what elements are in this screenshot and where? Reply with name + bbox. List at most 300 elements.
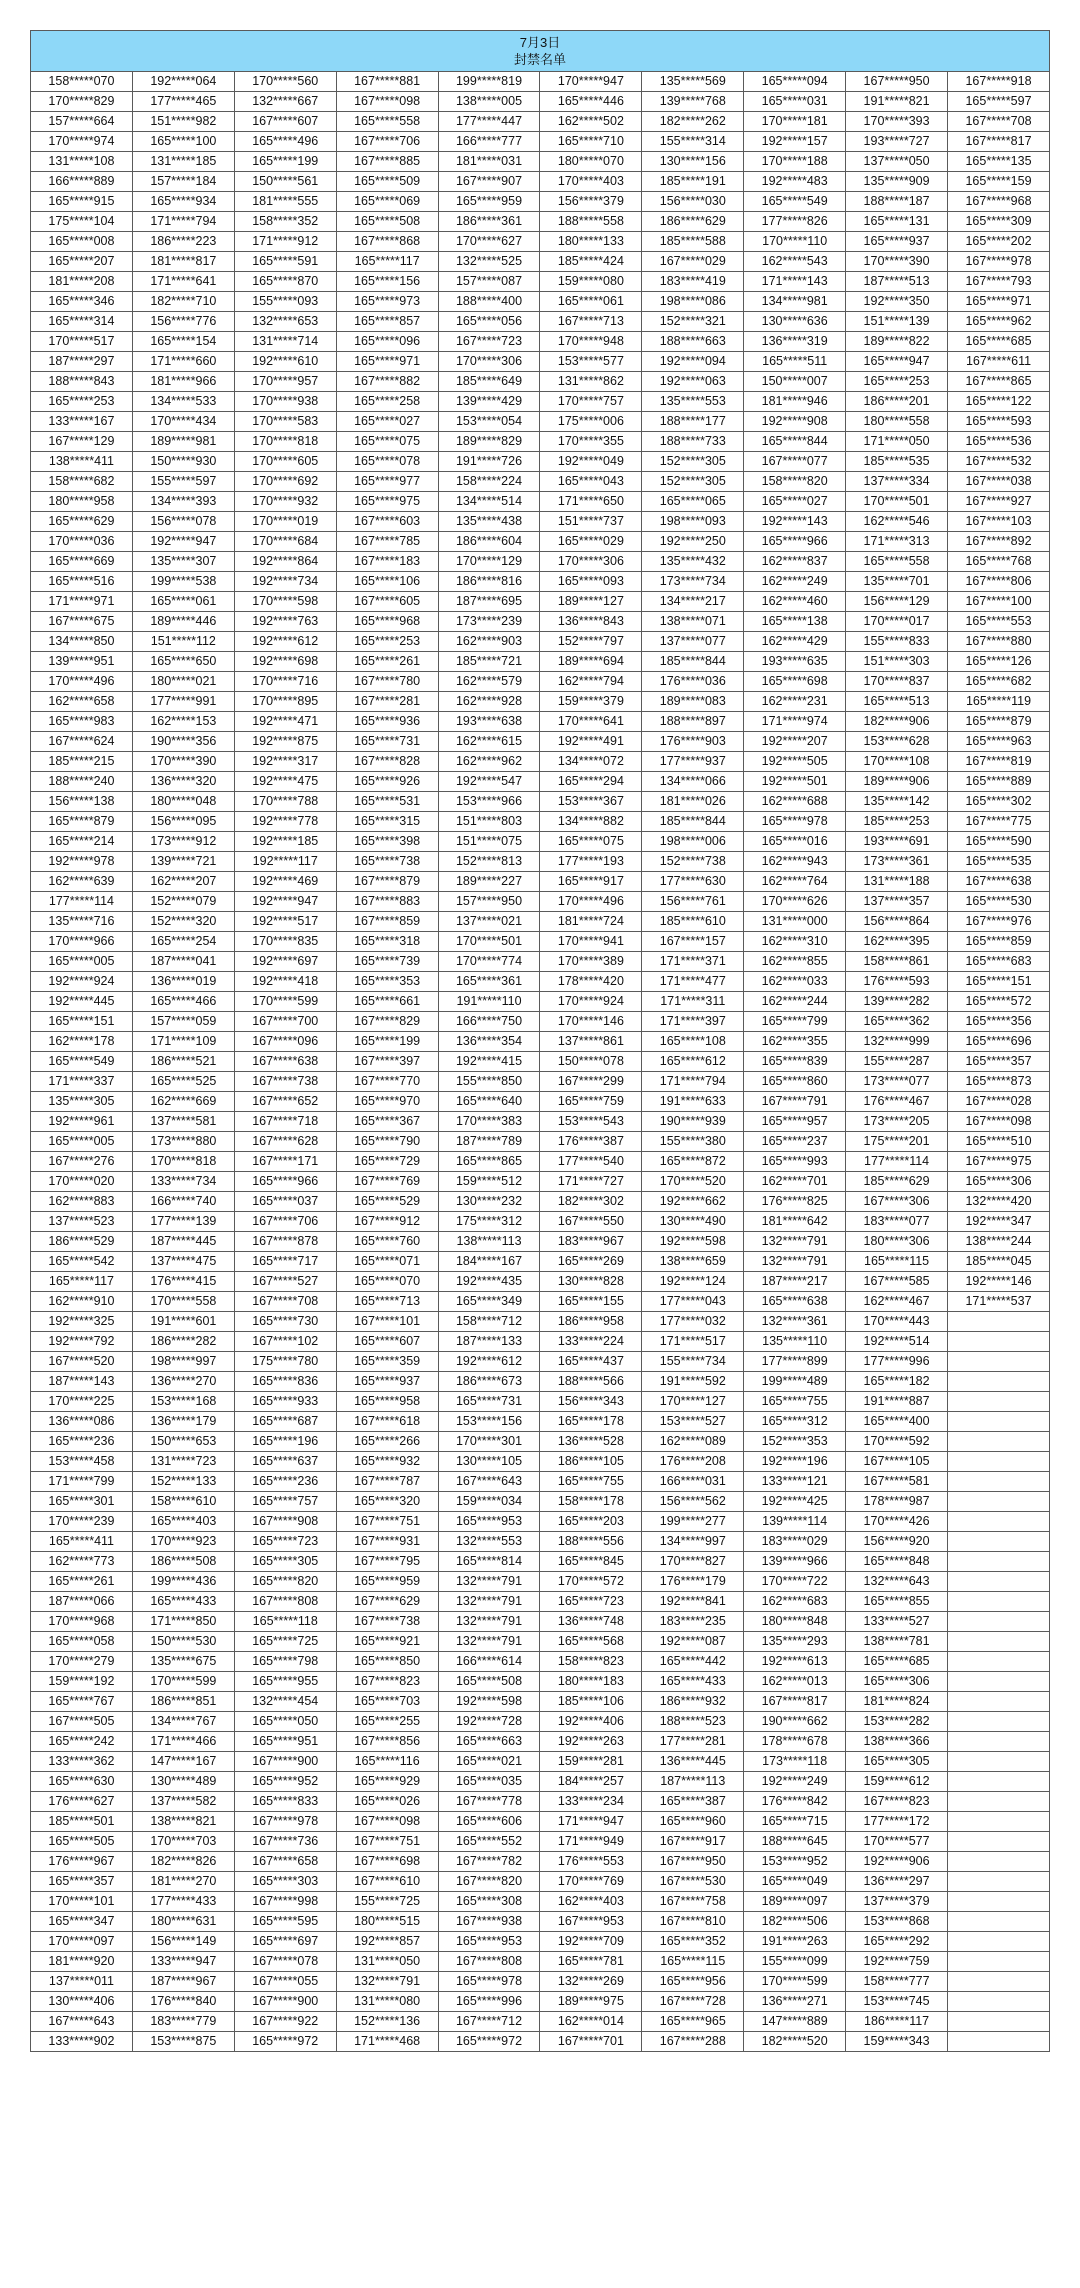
table-cell: 166*****031: [642, 1472, 744, 1492]
table-row: [31, 1252, 1050, 1272]
table-cell: 162*****249: [744, 572, 846, 592]
table-cell: 165*****932: [336, 1452, 438, 1472]
table-cell: 171*****397: [642, 1012, 744, 1032]
table-cell: 136*****270: [132, 1372, 234, 1392]
table-cell: 187*****967: [132, 1972, 234, 1992]
table-cell: 182*****826: [132, 1852, 234, 1872]
table-cell: 134*****393: [132, 492, 234, 512]
table-cell: 153*****868: [846, 1912, 948, 1932]
table-cell: 162*****089: [642, 1432, 744, 1452]
table-body: [31, 72, 1050, 2052]
table-cell: 187*****133: [438, 1332, 540, 1352]
table-row: [31, 872, 1050, 892]
table-cell: 136*****354: [438, 1032, 540, 1052]
table-cell: 165*****629: [31, 512, 133, 532]
table-cell: 167*****397: [336, 1052, 438, 1072]
table-cell: [948, 1552, 1050, 1572]
table-cell: 136*****271: [744, 1992, 846, 2012]
table-cell: 170*****434: [132, 412, 234, 432]
table-cell: 175*****006: [540, 412, 642, 432]
table-cell: 165*****400: [846, 1412, 948, 1432]
table-cell: 189*****975: [540, 1992, 642, 2012]
table-cell: 165*****755: [744, 1392, 846, 1412]
table-cell: 165*****703: [336, 1692, 438, 1712]
table-row: [31, 1212, 1050, 1232]
table-cell: 170*****818: [132, 1152, 234, 1172]
table-cell: 165*****729: [336, 1152, 438, 1172]
table-cell: 183*****419: [642, 272, 744, 292]
table-cell: [948, 1492, 1050, 1512]
table-cell: 165*****442: [642, 1652, 744, 1672]
table-cell: 152*****133: [132, 1472, 234, 1492]
table-cell: 176*****387: [540, 1132, 642, 1152]
table-cell: 136*****320: [132, 772, 234, 792]
table-cell: 132*****361: [744, 1312, 846, 1332]
table-cell: 176*****593: [846, 972, 948, 992]
table-row: [31, 552, 1050, 572]
table-cell: [948, 1732, 1050, 1752]
table-cell: 171*****466: [132, 1732, 234, 1752]
table-cell: 167*****675: [31, 612, 133, 632]
table-cell: 165*****536: [948, 432, 1050, 452]
table-cell: 167*****638: [948, 872, 1050, 892]
table-cell: 176*****967: [31, 1852, 133, 1872]
table-cell: 130*****105: [438, 1452, 540, 1472]
table-cell: 162*****153: [132, 712, 234, 732]
table-cell: 192*****857: [336, 1932, 438, 1952]
table-cell: 132*****420: [948, 1192, 1050, 1212]
table-cell: 165*****730: [234, 1312, 336, 1332]
table-cell: 137*****011: [31, 1972, 133, 1992]
table-cell: 152*****305: [642, 472, 744, 492]
table-cell: 167*****819: [948, 752, 1050, 772]
table-cell: 156*****343: [540, 1392, 642, 1412]
table-cell: 165*****859: [948, 932, 1050, 952]
table-cell: 167*****976: [948, 912, 1050, 932]
table-row: [31, 132, 1050, 152]
table-cell: 170*****101: [31, 1892, 133, 1912]
table-cell: 170*****188: [744, 152, 846, 172]
table-cell: 170*****301: [438, 1432, 540, 1452]
table-cell: 186*****201: [846, 392, 948, 412]
table-cell: 165*****151: [948, 972, 1050, 992]
table-cell: 188*****843: [31, 372, 133, 392]
table-row: [31, 1712, 1050, 1732]
table-cell: 180*****848: [744, 1612, 846, 1632]
table-cell: 131*****050: [336, 1952, 438, 1972]
table-cell: 188*****400: [438, 292, 540, 312]
table-row: [31, 1352, 1050, 1372]
table-cell: 176*****179: [642, 1572, 744, 1592]
table-cell: 165*****253: [846, 372, 948, 392]
table-cell: 139*****114: [744, 1512, 846, 1532]
table-cell: 133*****234: [540, 1792, 642, 1812]
table-cell: 165*****411: [31, 1532, 133, 1552]
table-cell: 137*****077: [642, 632, 744, 652]
table-cell: 167*****532: [948, 452, 1050, 472]
table-cell: 165*****236: [234, 1472, 336, 1492]
table-cell: 171*****109: [132, 1032, 234, 1052]
table-cell: 156*****562: [642, 1492, 744, 1512]
table-cell: 162*****701: [744, 1172, 846, 1192]
table-cell: 167*****701: [540, 2032, 642, 2052]
table-cell: 167*****698: [336, 1852, 438, 1872]
table-cell: 165*****593: [948, 412, 1050, 432]
table-cell: 170*****974: [31, 132, 133, 152]
table-cell: 170*****827: [642, 1552, 744, 1572]
table-cell: 165*****182: [846, 1372, 948, 1392]
table-cell: 198*****086: [642, 292, 744, 312]
table-cell: 162*****669: [132, 1092, 234, 1112]
table-cell: 165*****253: [336, 632, 438, 652]
table-cell: 167*****823: [846, 1792, 948, 1812]
table-cell: 165*****154: [132, 332, 234, 352]
table-cell: 167*****769: [336, 1172, 438, 1192]
table-cell: 185*****629: [846, 1172, 948, 1192]
table-cell: 165*****558: [336, 112, 438, 132]
table-cell: 167*****918: [948, 72, 1050, 92]
table-cell: 165*****294: [540, 772, 642, 792]
table-cell: 170*****692: [234, 472, 336, 492]
table-cell: 165*****510: [948, 1132, 1050, 1152]
table-cell: 170*****641: [540, 712, 642, 732]
table-row: [31, 492, 1050, 512]
table-cell: 165*****516: [31, 572, 133, 592]
table-cell: 165*****879: [31, 812, 133, 832]
table-cell: 165*****723: [234, 1532, 336, 1552]
table-cell: 167*****708: [234, 1292, 336, 1312]
table-cell: 193*****635: [744, 652, 846, 672]
table-cell: 162*****244: [744, 992, 846, 1012]
table-cell: 186*****604: [438, 532, 540, 552]
table-cell: 153*****966: [438, 792, 540, 812]
table-cell: 162*****855: [744, 952, 846, 972]
table-cell: 170*****829: [31, 92, 133, 112]
table-cell: 182*****506: [744, 1912, 846, 1932]
table-cell: 167*****643: [31, 2012, 133, 2032]
table-cell: [948, 1832, 1050, 1852]
table-cell: [948, 1512, 1050, 1532]
table-cell: 192*****978: [31, 852, 133, 872]
table-cell: 159*****192: [31, 1672, 133, 1692]
table-row: [31, 852, 1050, 872]
table-cell: 167*****610: [336, 1872, 438, 1892]
table-cell: 185*****106: [540, 1692, 642, 1712]
table-cell: 133*****224: [540, 1332, 642, 1352]
table-cell: 165*****253: [31, 392, 133, 412]
table-cell: 165*****850: [336, 1652, 438, 1672]
table-row: [31, 452, 1050, 472]
table-row: [31, 752, 1050, 772]
table-cell: 167*****975: [948, 1152, 1050, 1172]
table-cell: 187*****513: [846, 272, 948, 292]
table-cell: 155*****093: [234, 292, 336, 312]
table-cell: 162*****579: [438, 672, 540, 692]
table-cell: 165*****357: [31, 1872, 133, 1892]
table-row: [31, 1012, 1050, 1032]
table-cell: 162*****883: [31, 1192, 133, 1212]
table-cell: 165*****845: [540, 1552, 642, 1572]
table-cell: 132*****269: [540, 1972, 642, 1992]
table-cell: 193*****727: [846, 132, 948, 152]
table-cell: 192*****759: [846, 1952, 948, 1972]
table-cell: 192*****406: [540, 1712, 642, 1732]
table-row: [31, 1312, 1050, 1332]
table-cell: 139*****768: [642, 92, 744, 112]
table-cell: 165*****953: [438, 1932, 540, 1952]
table-cell: 156*****149: [132, 1932, 234, 1952]
table-cell: 167*****912: [336, 1212, 438, 1232]
table-cell: 192*****471: [234, 712, 336, 732]
table-cell: 190*****939: [642, 1112, 744, 1132]
table-cell: 167*****900: [234, 1992, 336, 2012]
table-cell: 134*****767: [132, 1712, 234, 1732]
table-cell: 186*****932: [642, 1692, 744, 1712]
table-cell: 165*****359: [336, 1352, 438, 1372]
table-cell: 167*****878: [234, 1232, 336, 1252]
table-cell: 170*****306: [540, 552, 642, 572]
table-cell: 138*****821: [132, 1812, 234, 1832]
table-cell: 165*****833: [234, 1792, 336, 1812]
table-cell: 136*****319: [744, 332, 846, 352]
table-cell: 165*****798: [234, 1652, 336, 1672]
table-cell: 181*****031: [438, 152, 540, 172]
table-cell: 167*****879: [336, 872, 438, 892]
table-cell: 167*****820: [438, 1872, 540, 1892]
table-cell: 167*****038: [948, 472, 1050, 492]
table-cell: 186*****816: [438, 572, 540, 592]
table-cell: 170*****496: [31, 672, 133, 692]
table-cell: 167*****785: [336, 532, 438, 552]
table-cell: 167*****299: [540, 1072, 642, 1092]
table-cell: 192*****547: [438, 772, 540, 792]
table-cell: 177*****540: [540, 1152, 642, 1172]
table-cell: 157*****087: [438, 272, 540, 292]
table-cell: 137*****021: [438, 912, 540, 932]
table-cell: 170*****572: [540, 1572, 642, 1592]
table-cell: 181*****724: [540, 912, 642, 932]
table-cell: 165*****682: [948, 672, 1050, 692]
table-cell: 153*****543: [540, 1112, 642, 1132]
table-row: [31, 992, 1050, 1012]
table-cell: 135*****569: [642, 72, 744, 92]
table-cell: 151*****139: [846, 312, 948, 332]
table-cell: 132*****999: [846, 1032, 948, 1052]
table-row: [31, 272, 1050, 292]
table-cell: 167*****782: [438, 1852, 540, 1872]
table-cell: 165*****266: [336, 1432, 438, 1452]
table-cell: 132*****791: [438, 1592, 540, 1612]
table-cell: 162*****429: [744, 632, 846, 652]
table-cell: 170*****577: [846, 1832, 948, 1852]
table-cell: 165*****029: [540, 532, 642, 552]
table-cell: 170*****389: [540, 952, 642, 972]
table-cell: 132*****643: [846, 1572, 948, 1592]
table-cell: 188*****240: [31, 772, 133, 792]
table-cell: 165*****070: [336, 1272, 438, 1292]
table-cell: 153*****875: [132, 2032, 234, 2052]
table-cell: 182*****906: [846, 712, 948, 732]
table-cell: 131*****080: [336, 1992, 438, 2012]
table-cell: 170*****835: [234, 932, 336, 952]
table-cell: 165*****016: [744, 832, 846, 852]
table-cell: 188*****523: [642, 1712, 744, 1732]
table-cell: 165*****978: [438, 1972, 540, 1992]
table-cell: 192*****778: [234, 812, 336, 832]
table-cell: 130*****489: [132, 1772, 234, 1792]
table-cell: 191*****887: [846, 1392, 948, 1412]
table-cell: 165*****119: [948, 692, 1050, 712]
table-cell: 165*****951: [234, 1732, 336, 1752]
table-cell: 188*****558: [540, 212, 642, 232]
table-cell: 155*****725: [336, 1892, 438, 1912]
table-row: [31, 152, 1050, 172]
table-cell: 181*****642: [744, 1212, 846, 1232]
table-cell: 134*****850: [31, 632, 133, 652]
table-cell: [948, 1952, 1050, 1972]
table-row: [31, 1412, 1050, 1432]
table-row: [31, 1972, 1050, 1992]
table-cell: 167*****865: [948, 372, 1050, 392]
table-cell: 165*****202: [948, 232, 1050, 252]
table-cell: 165*****968: [336, 612, 438, 632]
table-cell: 130*****490: [642, 1212, 744, 1232]
table-cell: 165*****597: [948, 92, 1050, 112]
table-cell: 167*****738: [336, 1612, 438, 1632]
table-row: [31, 1952, 1050, 1972]
table-row: [31, 1112, 1050, 1132]
table-cell: 155*****850: [438, 1072, 540, 1092]
table-row: [31, 1632, 1050, 1652]
table-cell: 153*****282: [846, 1712, 948, 1732]
table-cell: [948, 1692, 1050, 1712]
table-row: [31, 412, 1050, 432]
table-cell: 165*****302: [948, 792, 1050, 812]
table-cell: 171*****143: [744, 272, 846, 292]
table-cell: 165*****203: [540, 1512, 642, 1532]
table-cell: 165*****535: [948, 852, 1050, 872]
table-cell: 137*****582: [132, 1792, 234, 1812]
table-cell: 165*****096: [336, 332, 438, 352]
table-cell: 170*****684: [234, 532, 336, 552]
table-cell: 135*****293: [744, 1632, 846, 1652]
table-cell: 188*****566: [540, 1372, 642, 1392]
table-cell: 165*****607: [336, 1332, 438, 1352]
table-cell: 192*****483: [744, 172, 846, 192]
table-cell: 137*****379: [846, 1892, 948, 1912]
table-cell: 192*****612: [234, 632, 336, 652]
table-cell: 165*****971: [336, 352, 438, 372]
table-row: [31, 1572, 1050, 1592]
table-cell: 158*****682: [31, 472, 133, 492]
table-cell: 162*****943: [744, 852, 846, 872]
table-cell: 186*****958: [540, 1312, 642, 1332]
table-cell: 170*****560: [234, 72, 336, 92]
table-cell: 137*****581: [132, 1112, 234, 1132]
table-cell: 165*****937: [846, 232, 948, 252]
table-cell: 155*****380: [642, 1132, 744, 1152]
table-cell: [948, 1532, 1050, 1552]
table-cell: 151*****303: [846, 652, 948, 672]
table-cell: 165*****159: [948, 172, 1050, 192]
table-cell: 165*****005: [31, 1132, 133, 1152]
table-cell: 153*****527: [642, 1412, 744, 1432]
table-cell: 173*****912: [132, 832, 234, 852]
table-cell: 187*****695: [438, 592, 540, 612]
table-cell: 165*****306: [948, 1172, 1050, 1192]
table-cell: 136*****179: [132, 1412, 234, 1432]
table-cell: 170*****599: [132, 1672, 234, 1692]
table-cell: 138*****659: [642, 1252, 744, 1272]
table-cell: 156*****776: [132, 312, 234, 332]
table-cell: 162*****013: [744, 1672, 846, 1692]
table-cell: 165*****261: [31, 1572, 133, 1592]
table-cell: 152*****321: [642, 312, 744, 332]
table-cell: 133*****902: [31, 2032, 133, 2052]
table-cell: 185*****424: [540, 252, 642, 272]
table-cell: 156*****379: [540, 192, 642, 212]
table-cell: 165*****971: [948, 292, 1050, 312]
table-cell: 176*****903: [642, 732, 744, 752]
table-cell: 165*****403: [132, 1512, 234, 1532]
table-cell: 188*****897: [642, 712, 744, 732]
table-cell: 191*****633: [642, 1092, 744, 1112]
table-cell: 165*****820: [234, 1572, 336, 1592]
table-cell: 167*****055: [234, 1972, 336, 1992]
table-cell: 151*****075: [438, 832, 540, 852]
table-cell: 167*****856: [336, 1732, 438, 1752]
table-cell: 155*****833: [846, 632, 948, 652]
table-cell: 165*****669: [31, 552, 133, 572]
table-cell: 165*****117: [336, 252, 438, 272]
table-cell: [948, 2032, 1050, 2052]
table-cell: 132*****454: [234, 1692, 336, 1712]
table-cell: 192*****598: [438, 1692, 540, 1712]
table-cell: 165*****590: [948, 832, 1050, 852]
table-cell: 165*****717: [234, 1252, 336, 1272]
ban-list-table: [30, 71, 1050, 2052]
table-row: [31, 1852, 1050, 1872]
table-cell: 165*****303: [234, 1872, 336, 1892]
table-cell: 157*****184: [132, 172, 234, 192]
table-cell: 165*****865: [438, 1152, 540, 1172]
table-cell: 167*****868: [336, 232, 438, 252]
table-cell: 170*****938: [234, 392, 336, 412]
table-cell: 165*****983: [31, 712, 133, 732]
table-cell: 167*****922: [234, 2012, 336, 2032]
table-cell: 167*****129: [31, 432, 133, 452]
table-row: [31, 1092, 1050, 1112]
table-cell: 167*****611: [948, 352, 1050, 372]
table-cell: 167*****708: [948, 112, 1050, 132]
table-cell: 134*****514: [438, 492, 540, 512]
table-row: [31, 1532, 1050, 1552]
table-cell: 198*****997: [132, 1352, 234, 1372]
table-cell: 192*****317: [234, 752, 336, 772]
table-cell: 171*****050: [846, 432, 948, 452]
table-cell: 165*****650: [132, 652, 234, 672]
table-cell: 192*****157: [744, 132, 846, 152]
table-cell: 134*****072: [540, 752, 642, 772]
table-cell: 167*****758: [642, 1892, 744, 1912]
table-cell: 167*****793: [948, 272, 1050, 292]
table-cell: 192*****491: [540, 732, 642, 752]
table-cell: 158*****777: [846, 1972, 948, 1992]
table-cell: 167*****171: [234, 1152, 336, 1172]
table-cell: 177*****996: [846, 1352, 948, 1372]
table-cell: 165*****638: [744, 1292, 846, 1312]
table-cell: 192*****196: [744, 1452, 846, 1472]
